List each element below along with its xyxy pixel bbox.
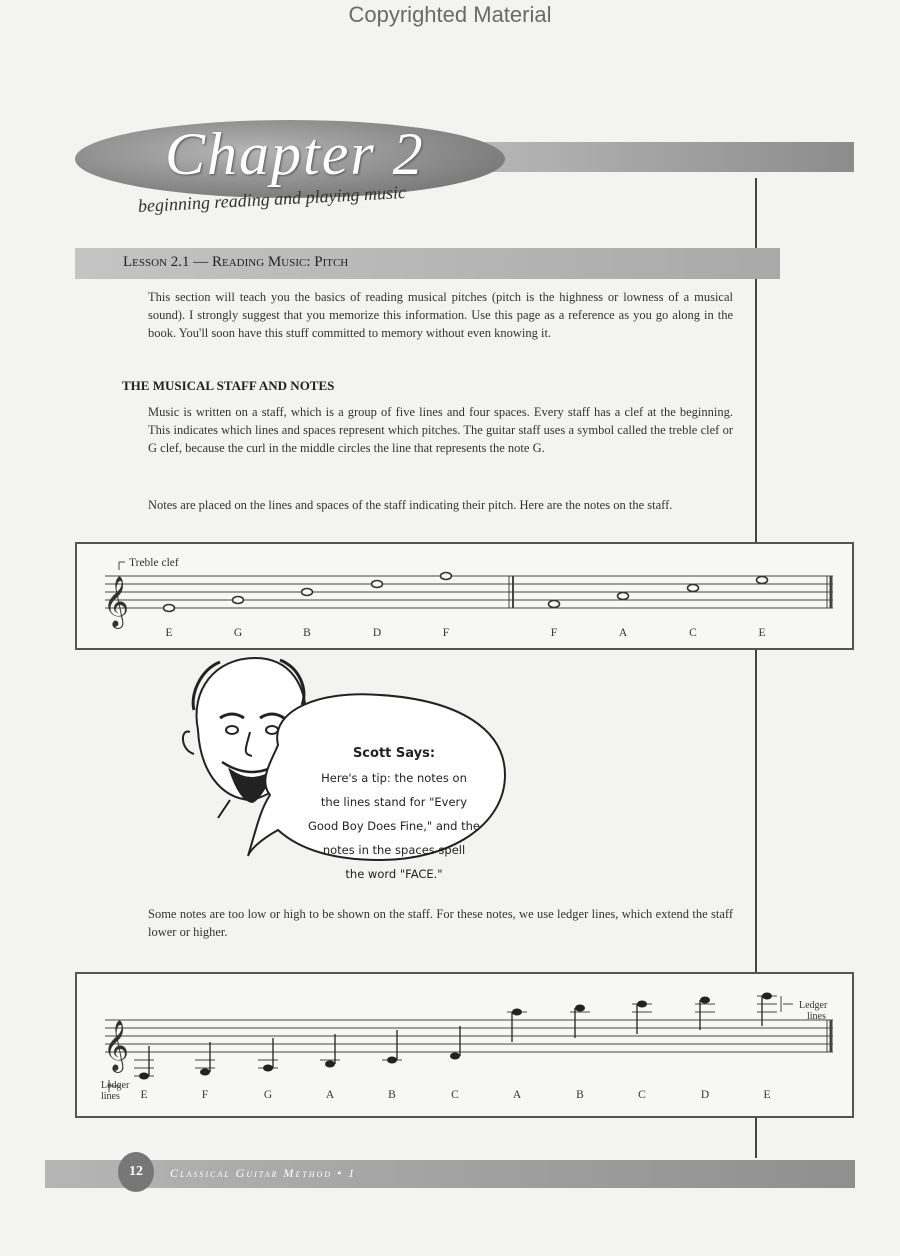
staff2-label: B (576, 1089, 584, 1101)
staff1-label: B (303, 627, 311, 639)
staff1-label: A (618, 627, 628, 639)
chapter-title: Chapter 2 (165, 121, 425, 187)
chapter-header-bar (470, 142, 854, 172)
staff-notes-svg (77, 544, 852, 648)
speech-title: Scott Says: (352, 746, 436, 761)
staff2-label: F (201, 1089, 209, 1101)
ear-icon (183, 732, 194, 754)
footer-book-title: Classical Guitar Method • 1 (170, 1166, 357, 1180)
note-a-space (618, 593, 629, 600)
staff1-label: G (233, 627, 243, 639)
staff1-label: D (372, 627, 382, 639)
note-b-line (302, 589, 313, 596)
ledger-paragraph: Some notes are too low or high to be shown on the staff. For these notes, we use ledger lines, which extend the staff lower or higher. (148, 907, 733, 939)
staff2-label: C (451, 1089, 459, 1101)
note-e-space (757, 577, 768, 584)
staff2-label: C (638, 1089, 646, 1101)
staff-notes-figure (75, 542, 854, 650)
note-e-line (164, 605, 175, 612)
page-number: 12 (118, 1152, 154, 1192)
treble-clef-icon: 𝄞 (103, 576, 130, 627)
ledger-label-right: Ledger (799, 1000, 828, 1011)
section-heading: THE MUSICAL STAFF AND NOTES (122, 378, 335, 393)
staff-paragraph: Music is written on a staff, which is a group of five lines and four spaces. Every staff has a clef at the beginning. This indicates which lines and spaces represent which pitches. The guitar staff uses a symbol called the treble clef or G clef, because the curl in the middle circles the line that represents the note G. (148, 405, 733, 455)
staff1-label: E (758, 627, 766, 639)
staff2-label: A (325, 1089, 335, 1101)
note-f-space (549, 601, 560, 608)
speech-line: the lines stand for "Every (320, 795, 468, 809)
speech-bubble-text (285, 742, 503, 886)
staff1-label: E (165, 627, 173, 639)
staff2-label: B (388, 1089, 396, 1101)
note-c-space (688, 585, 699, 592)
staff1-label: F (442, 627, 450, 639)
speech-line: Good Boy Does Fine," and the (307, 819, 481, 833)
footer-bar (45, 1160, 855, 1188)
staff1-label: C (689, 627, 697, 639)
staff2-label: D (700, 1089, 710, 1101)
copyright-watermark: Copyrighted Material (348, 2, 552, 27)
speech-line: the word "FACE." (345, 867, 443, 881)
note-d-line (372, 581, 383, 588)
notes-paragraph: Notes are placed on the lines and spaces of the staff indicating their pitch. Here are the notes on the staff. (148, 498, 673, 512)
ledger-label-right: lines (807, 1011, 826, 1022)
ledger-lines-figure (75, 972, 854, 1118)
staff2-label: G (263, 1089, 273, 1101)
speech-line: notes in the spaces spell (322, 843, 466, 857)
lesson-title: Lesson 2.1 — Reading Music: Pitch (123, 254, 349, 270)
note-g-line (233, 597, 244, 604)
intro-paragraph: This section will teach you the basics of reading musical pitches (pitch is the highness or lowness of a musical sound). I strongly suggest that you memorize this information. Use this page as a reference as you go along in the book. You'll soon have this stuff committed to memory without even knowing it. (148, 290, 733, 340)
staff1-label: F (550, 627, 558, 639)
treble-clef-icon: 𝄞 (103, 1020, 130, 1071)
ledger-lines-svg (77, 974, 852, 1116)
chapter-subtitle: beginning reading and playing music (137, 181, 407, 216)
staff2-label: E (140, 1089, 148, 1101)
speech-line: Here's a tip: the notes on (321, 771, 467, 785)
staff2-label: E (763, 1089, 771, 1101)
staff2-label: A (512, 1089, 522, 1101)
note-f-line (441, 573, 452, 580)
ledger-label-left: Ledger (101, 1080, 130, 1091)
treble-clef-label: Treble clef (129, 557, 179, 569)
ledger-label-left: lines (101, 1091, 120, 1102)
